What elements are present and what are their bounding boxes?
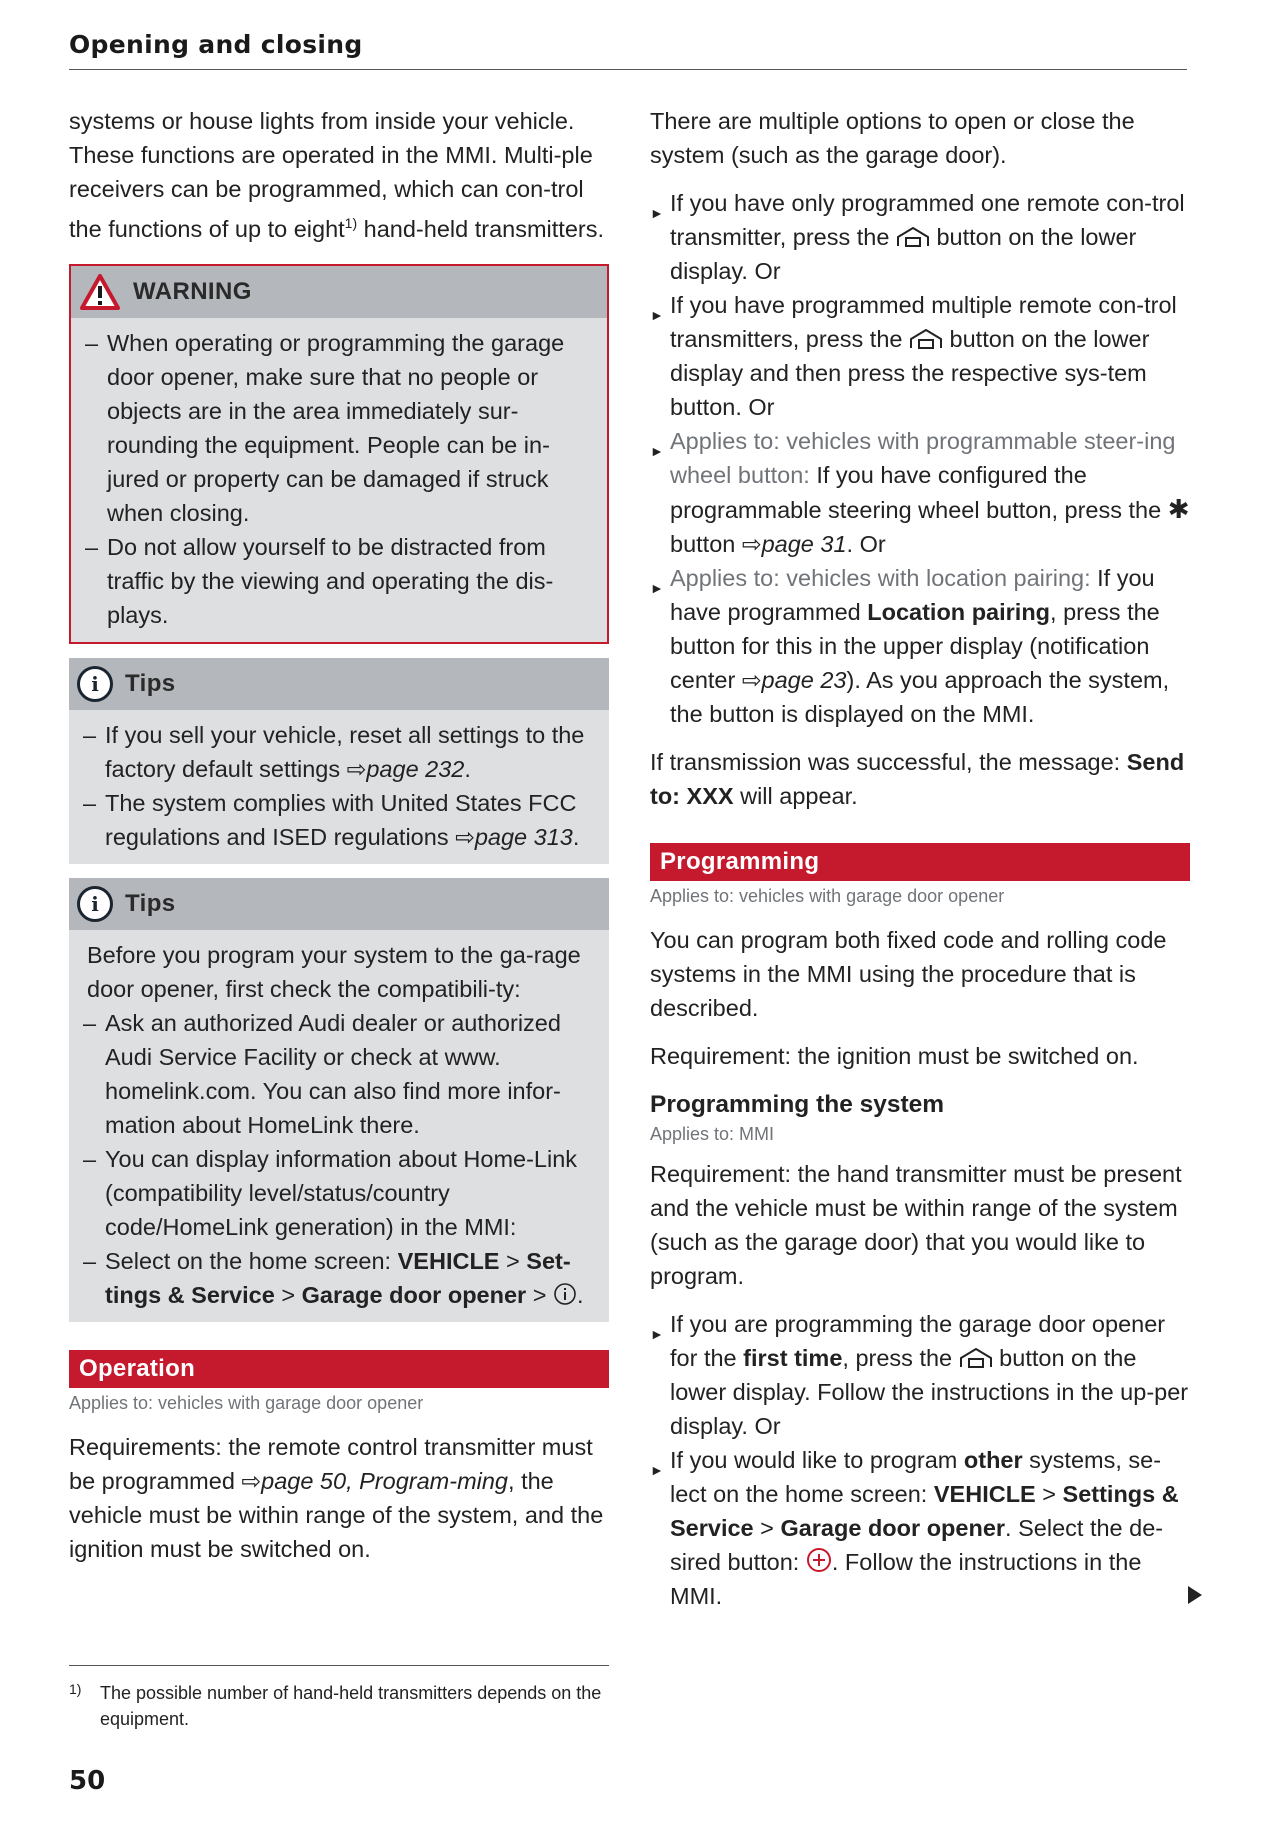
- bullet-arrow-icon: ►: [650, 1326, 664, 1342]
- page-number: 50: [69, 1766, 106, 1796]
- instruction-step: ► If you have only programmed one remote con-trol transmitter, press the button on the lower display. Or: [650, 190, 1185, 284]
- garage-icon: [896, 226, 930, 248]
- footnote-rule: [69, 1665, 609, 1666]
- programming-intro: You can program both fixed code and rolling code systems in the MMI using the procedure that is described.: [650, 927, 1167, 1021]
- bullet-arrow-icon: ►: [650, 1462, 664, 1478]
- tips-header: [69, 878, 609, 930]
- left-column: [69, 104, 609, 1566]
- page-reference-link[interactable]: page 313: [474, 823, 573, 850]
- programming-requirement-2: Requirement: the hand transmitter must be present and the vehicle must be within range of the system (such as the garage door) that you would like to program.: [650, 1161, 1182, 1289]
- subsection-heading: Programming the system: [650, 1091, 945, 1118]
- tips-body: [69, 930, 609, 1322]
- plus-circle-icon: [806, 1547, 832, 1573]
- garage-icon: [909, 328, 943, 350]
- programming-requirement: Requirement: the ignition must be switched on.: [650, 1043, 1139, 1069]
- info-circle-icon: [553, 1282, 577, 1306]
- bullet-arrow-icon: ►: [650, 205, 664, 221]
- tips-item: – If you sell your vehicle, reset all settings to the factory default settings ⇨page 232.: [83, 721, 585, 782]
- garage-icon: [959, 1347, 993, 1369]
- instruction-step: ► Applies to: vehicles with programmable steer-ing wheel button: If you have configured the programmable steering wheel button, press the ✱ button ⇨page 31. Or: [650, 428, 1190, 557]
- warning-item: – When operating or programming the garage door opener, make sure that no people or objects are in the area immediately sur-rounding the equipment. People can be in-jured or property can be damaged if struck when closing.: [85, 329, 565, 526]
- intro-paragraph: systems or house lights from inside your vehicle. These functions are operated in the MMI. Multi-ple receivers can be programmed, which can con-trol the functions of up to eight$^{1)}$ hand-held transmitters.: [69, 108, 604, 242]
- operation-requirements: Requirements: the remote control transmitter must be programmed ⇨page 50, Program-ming, the vehicle must be within range of the system, and the ignition must be switched on.: [69, 1433, 604, 1562]
- warning-box: [69, 264, 609, 644]
- tips-item: – Select on the home screen: VEHICLE > Set-tings & Service > Garage door opener > .: [83, 1247, 584, 1308]
- tips-box-1: [69, 658, 609, 864]
- right-column: [650, 104, 1190, 1613]
- bullet-arrow-icon: ►: [650, 443, 664, 459]
- warning-label: WARNING: [133, 277, 252, 305]
- info-icon: i: [77, 886, 113, 922]
- warning-body: [71, 318, 607, 642]
- applies-to-note: Applies to: vehicles with garage door opener: [650, 886, 1005, 906]
- programming-section: [650, 843, 1190, 1613]
- warning-triangle-icon: [79, 273, 121, 311]
- page-reference-link[interactable]: page 31: [761, 531, 847, 557]
- footnote-ref[interactable]: 1): [344, 215, 358, 231]
- tips-item: – The system complies with United States FCC regulations and ISED regulations ⇨page 313.: [83, 789, 580, 850]
- warning-item: – Do not allow yourself to be distracted from traffic by the viewing and operating the dis-plays.: [85, 533, 554, 628]
- tips-label: Tips: [125, 669, 176, 697]
- page-reference-link[interactable]: page 50, Program-ming: [261, 1467, 509, 1494]
- page-reference-link[interactable]: page 232: [366, 755, 465, 782]
- intro-paragraph: There are multiple options to open or close the system (such as the garage door).: [650, 108, 1135, 168]
- tips-item: – You can display information about Home-Link (compatibility level/status/country code/HomeLink generation) in the MMI:: [83, 1145, 578, 1240]
- star-button-icon: ✱: [1167, 494, 1190, 524]
- footnote-mark: 1): [69, 1681, 82, 1697]
- instruction-step: ► If you are programming the garage door opener for the first time, press the button on the lower display. Follow the instructions in the up-per display. Or: [650, 1311, 1189, 1439]
- instruction-step: ► If you have programmed multiple remote con-trol transmitters, press the button on the lower display and then press the respective sys-tem button. Or: [650, 292, 1177, 420]
- tips-intro: Before you program your system to the ga-rage door opener, first check the compatibili-ty:: [87, 941, 581, 1002]
- tips-header: [69, 658, 609, 710]
- instruction-step: ► If you would like to program other systems, se-lect on the home screen: VEHICLE > Settings & Service > Garage door opener. Select the de-sired button: . Follow the instructions in the MMI.: [650, 1447, 1179, 1609]
- applies-to-note: Applies to: MMI: [650, 1124, 775, 1144]
- success-message-paragraph: If transmission was successful, the message: Send to: XXX will appear.: [650, 749, 1185, 809]
- warning-header: [71, 266, 607, 318]
- bullet-arrow-icon: ►: [650, 307, 664, 323]
- page-reference-link[interactable]: page 23: [761, 667, 847, 693]
- bullet-arrow-icon: ►: [650, 580, 664, 596]
- tips-label: Tips: [125, 889, 176, 917]
- operation-section: [69, 1350, 609, 1566]
- info-icon: i: [77, 666, 113, 702]
- applies-to-note: Applies to: vehicles with garage door opener: [69, 1392, 424, 1413]
- continue-arrow-icon: [1188, 1586, 1202, 1604]
- tips-item: – Ask an authorized Audi dealer or authorized Audi Service Facility or check at www. homelink.com. You can also find more infor-mation about HomeLink there.: [83, 1009, 561, 1138]
- operation-section-header: Operation: [69, 1350, 609, 1388]
- tips-box-2: [69, 878, 609, 1322]
- tips-body: [69, 710, 609, 864]
- instruction-step: ► Applies to: vehicles with location pairing: If you have programmed Location pairing, press the button for this in the upper display (notification center ⇨page 23). As you approach the system, the button is displayed on the MMI.: [650, 565, 1170, 727]
- footnote-text: The possible number of hand-held transmitters depends on the equipment.: [100, 1683, 602, 1729]
- footnote: [69, 1680, 609, 1732]
- programming-section-header: Programming: [650, 843, 1190, 881]
- header-rule: [69, 69, 1187, 70]
- page-header-title: Opening and closing: [69, 30, 363, 59]
